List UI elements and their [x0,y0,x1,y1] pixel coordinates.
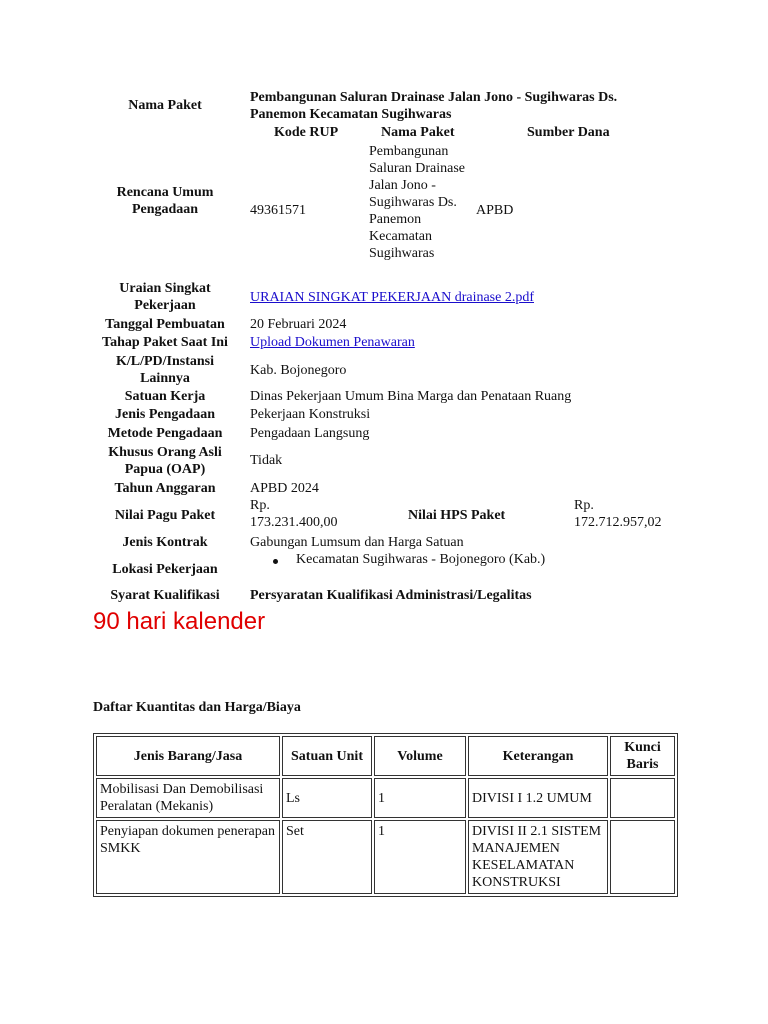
label-klpd: K/L/PD/Instansi Lainnya [115,354,215,386]
col-satuan: Satuan Unit [282,736,372,776]
cell-volume: 1 [374,820,466,894]
label-lokasi: Lokasi Pekerjaan [112,562,218,577]
rup-header-sumber: Sumber Dana [527,125,610,140]
label-rencana-umum: Rencana Umum Pengadaan [116,185,214,217]
label-tanggal: Tanggal Pembuatan [105,317,225,332]
value-metode: Pengadaan Langsung [250,426,370,441]
label-pagu: Nilai Pagu Paket [114,508,216,523]
value-tahun: APBD 2024 [250,481,319,496]
label-jenis-pengadaan: Jenis Pengadaan [115,407,215,422]
rup-header-kode: Kode RUP [274,125,339,140]
col-volume: Volume [374,736,466,776]
label-uraian: Uraian Singkat Pekerjaan [119,281,211,313]
dkh-header-row [96,736,675,776]
rup-kode: 49361571 [250,203,306,218]
value-satuan-kerja: Dinas Pekerjaan Umum Bina Marga dan Penataan Ruang [250,389,572,404]
rup-sumber: APBD [476,203,514,218]
value-pagu: Rp. 173.231.400,00 [250,498,338,530]
value-jenis-pengadaan: Pekerjaan Konstruksi [250,407,371,422]
value-hps: Rp. 172.712.957,02 [574,498,662,530]
cell-kunci [610,778,675,818]
label-kontrak: Jenis Kontrak [122,535,208,550]
value-nama-paket: Pembangunan Saluran Drainase Jalan Jono - Sugihwaras Ds. Panemon Kecamatan Sugihwaras [250,90,618,122]
table-row [96,778,675,818]
rup-header-nama: Nama Paket [381,125,455,140]
label-metode: Metode Pengadaan [107,426,223,441]
cell-kunci [610,820,675,894]
value-tanggal: 20 Februari 2024 [250,317,347,332]
col-kunci: Kunci Baris [610,736,675,776]
duration-note: 90 hari kalender [93,608,266,635]
tahap-link[interactable]: Upload Dokumen Penawaran [250,335,415,350]
label-tahun: Tahun Anggaran [114,481,216,496]
value-oap: Tidak [250,453,283,468]
uraian-pdf-link[interactable]: URAIAN SINGKAT PEKERJAAN drainase 2.pdf [250,290,534,305]
col-jenis: Jenis Barang/Jasa [96,736,280,776]
cell-jenis: Penyiapan dokumen penerapan SMKK [96,820,280,894]
dkh-title: Daftar Kuantitas dan Harga/Biaya [93,700,301,715]
cell-volume: 1 [374,778,466,818]
rup-nama: Pembangunan Saluran Drainase Jalan Jono - Sugihwaras Ds. Panemon Kecamatan Sugihwaras [369,144,466,261]
cell-keterangan: DIVISI II 2.1 SISTEM MANAJEMEN KESELAMATAN KONSTRUKSI [468,820,608,894]
cell-keterangan: DIVISI I 1.2 UMUM [468,778,608,818]
label-tahap: Tahap Paket Saat Ini [102,335,228,350]
col-keterangan: Keterangan [468,736,608,776]
cell-satuan: Set [282,820,372,894]
label-syarat: Syarat Kualifikasi [110,588,220,603]
label-oap: Khusus Orang Asli Papua (OAP) [108,445,222,477]
cell-jenis: Mobilisasi Dan Demobilisasi Peralatan (Mekanis) [96,778,280,818]
dkh-table [93,733,678,897]
cell-satuan: Ls [282,778,372,818]
value-syarat: Persyaratan Kualifikasi Administrasi/Legalitas [250,588,532,603]
label-satuan-kerja: Satuan Kerja [124,389,206,404]
lokasi-item-text: Kecamatan Sugihwaras - Bojonegoro (Kab.) [296,552,546,567]
label-hps: Nilai HPS Paket [408,508,506,523]
table-row [96,820,675,894]
value-kontrak: Gabungan Lumsum dan Harga Satuan [250,535,464,550]
label-nama-paket: Nama Paket [128,98,202,113]
value-klpd: Kab. Bojonegoro [250,363,347,378]
